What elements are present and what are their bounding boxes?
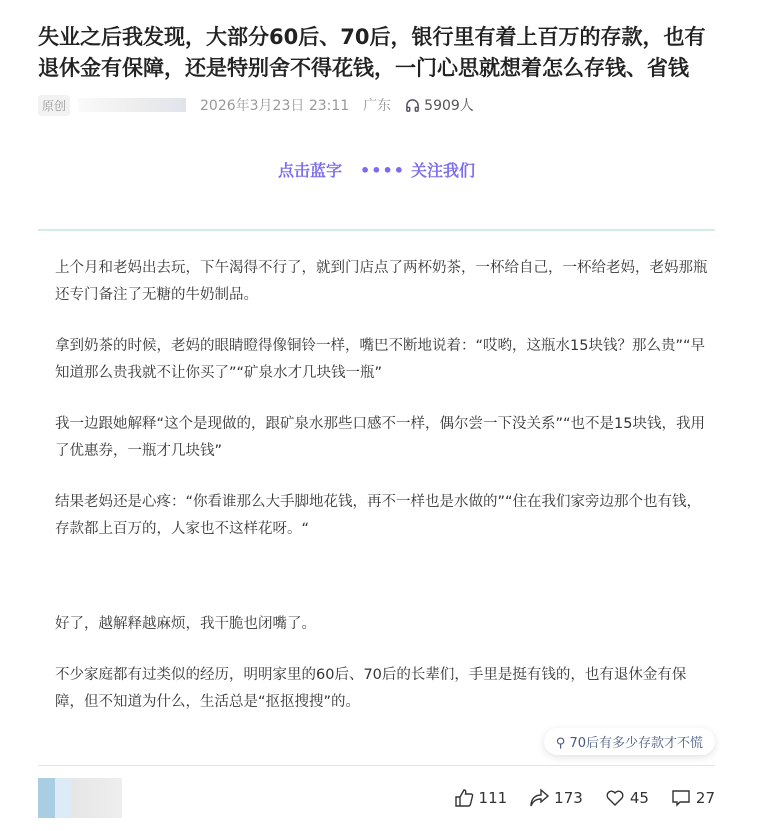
- heart-icon: [605, 788, 625, 808]
- paragraph: 不少家庭都有过类似的经历，明明家里的60后、70后的长辈们，手里是挺有钱的，也有退休金有保障，但不知道为什么，生活总是“抠抠搜搜”的。: [55, 667, 687, 710]
- search-icon: ⚲: [555, 736, 566, 751]
- article-title: 失业之后我发现，大部分60后、70后，银行里有着上百万的存款，也有退休金有保障，还是特别舍不得花钱，一门心思就想着怎么存钱、省钱: [38, 25, 706, 80]
- engagement-bar: [454, 788, 715, 808]
- listen-count-text: 5909人: [424, 98, 474, 114]
- article-meta: [38, 94, 715, 116]
- avatar-blurred[interactable]: [38, 778, 122, 818]
- comment-button[interactable]: [671, 788, 715, 808]
- original-tag: 原创: [38, 95, 70, 116]
- paragraph: 拿到奶茶的时候，老妈的眼睛瞪得像铜铃一样，嘴巴不断地说着：“哎哟，这瓶水15块钱？那么贵”“早知道那么贵我就不让你买了”“矿泉水才几块钱一瓶”: [55, 338, 705, 381]
- paragraph: 上个月和老妈出去玩，下午渴得不行了，就到门店点了两杯奶茶，一杯给自己，一杯给老妈，老妈那瓶还专门备注了无糖的牛奶制品。: [55, 260, 708, 303]
- like-button[interactable]: [454, 788, 508, 808]
- comment-icon: [671, 788, 691, 808]
- footer: [38, 778, 715, 818]
- section-divider: [38, 229, 715, 231]
- search-suggestion[interactable]: [544, 728, 715, 755]
- search-suggestion-text: 70后有多少存款才不慌: [569, 736, 703, 751]
- listen-count[interactable]: [405, 95, 474, 115]
- article-body: [38, 255, 715, 716]
- favorite-count: 45: [629, 789, 649, 807]
- share-count: 173: [554, 789, 583, 807]
- like-count: 111: [478, 789, 508, 807]
- author-name-blurred[interactable]: [78, 98, 186, 112]
- comment-count: 27: [695, 789, 715, 807]
- paragraph: 我一边跟她解释“这个是现做的，跟矿泉水那些口感不一样，偶尔尝一下没关系”“也不是15块钱，我用了优惠券，一瓶才几块钱”: [55, 416, 705, 459]
- share-button[interactable]: [529, 788, 583, 808]
- share-icon: [529, 788, 549, 808]
- paragraph: 好了，越解释越麻烦，我干脆也闭嘴了。: [55, 616, 316, 632]
- follow-banner[interactable]: [38, 158, 715, 181]
- follow-left-text: 点击蓝字: [278, 161, 343, 180]
- publish-date: 2026年3月23日 23:11: [200, 98, 350, 114]
- location: 广东: [363, 98, 392, 114]
- follow-dots: ••••: [360, 161, 405, 180]
- favorite-button[interactable]: [605, 788, 649, 808]
- follow-right-text: 关注我们: [410, 161, 475, 180]
- headphones-icon: [405, 98, 420, 113]
- thumbs-up-icon: [454, 788, 474, 808]
- paragraph: 结果老妈还是心疼：“你看谁那么大手脚地花钱，再不一样也是水做的”“住在我们家旁边那个也有钱，存款都上百万的，人家也不这样花呀。“: [55, 494, 702, 537]
- footer-divider: [38, 765, 715, 766]
